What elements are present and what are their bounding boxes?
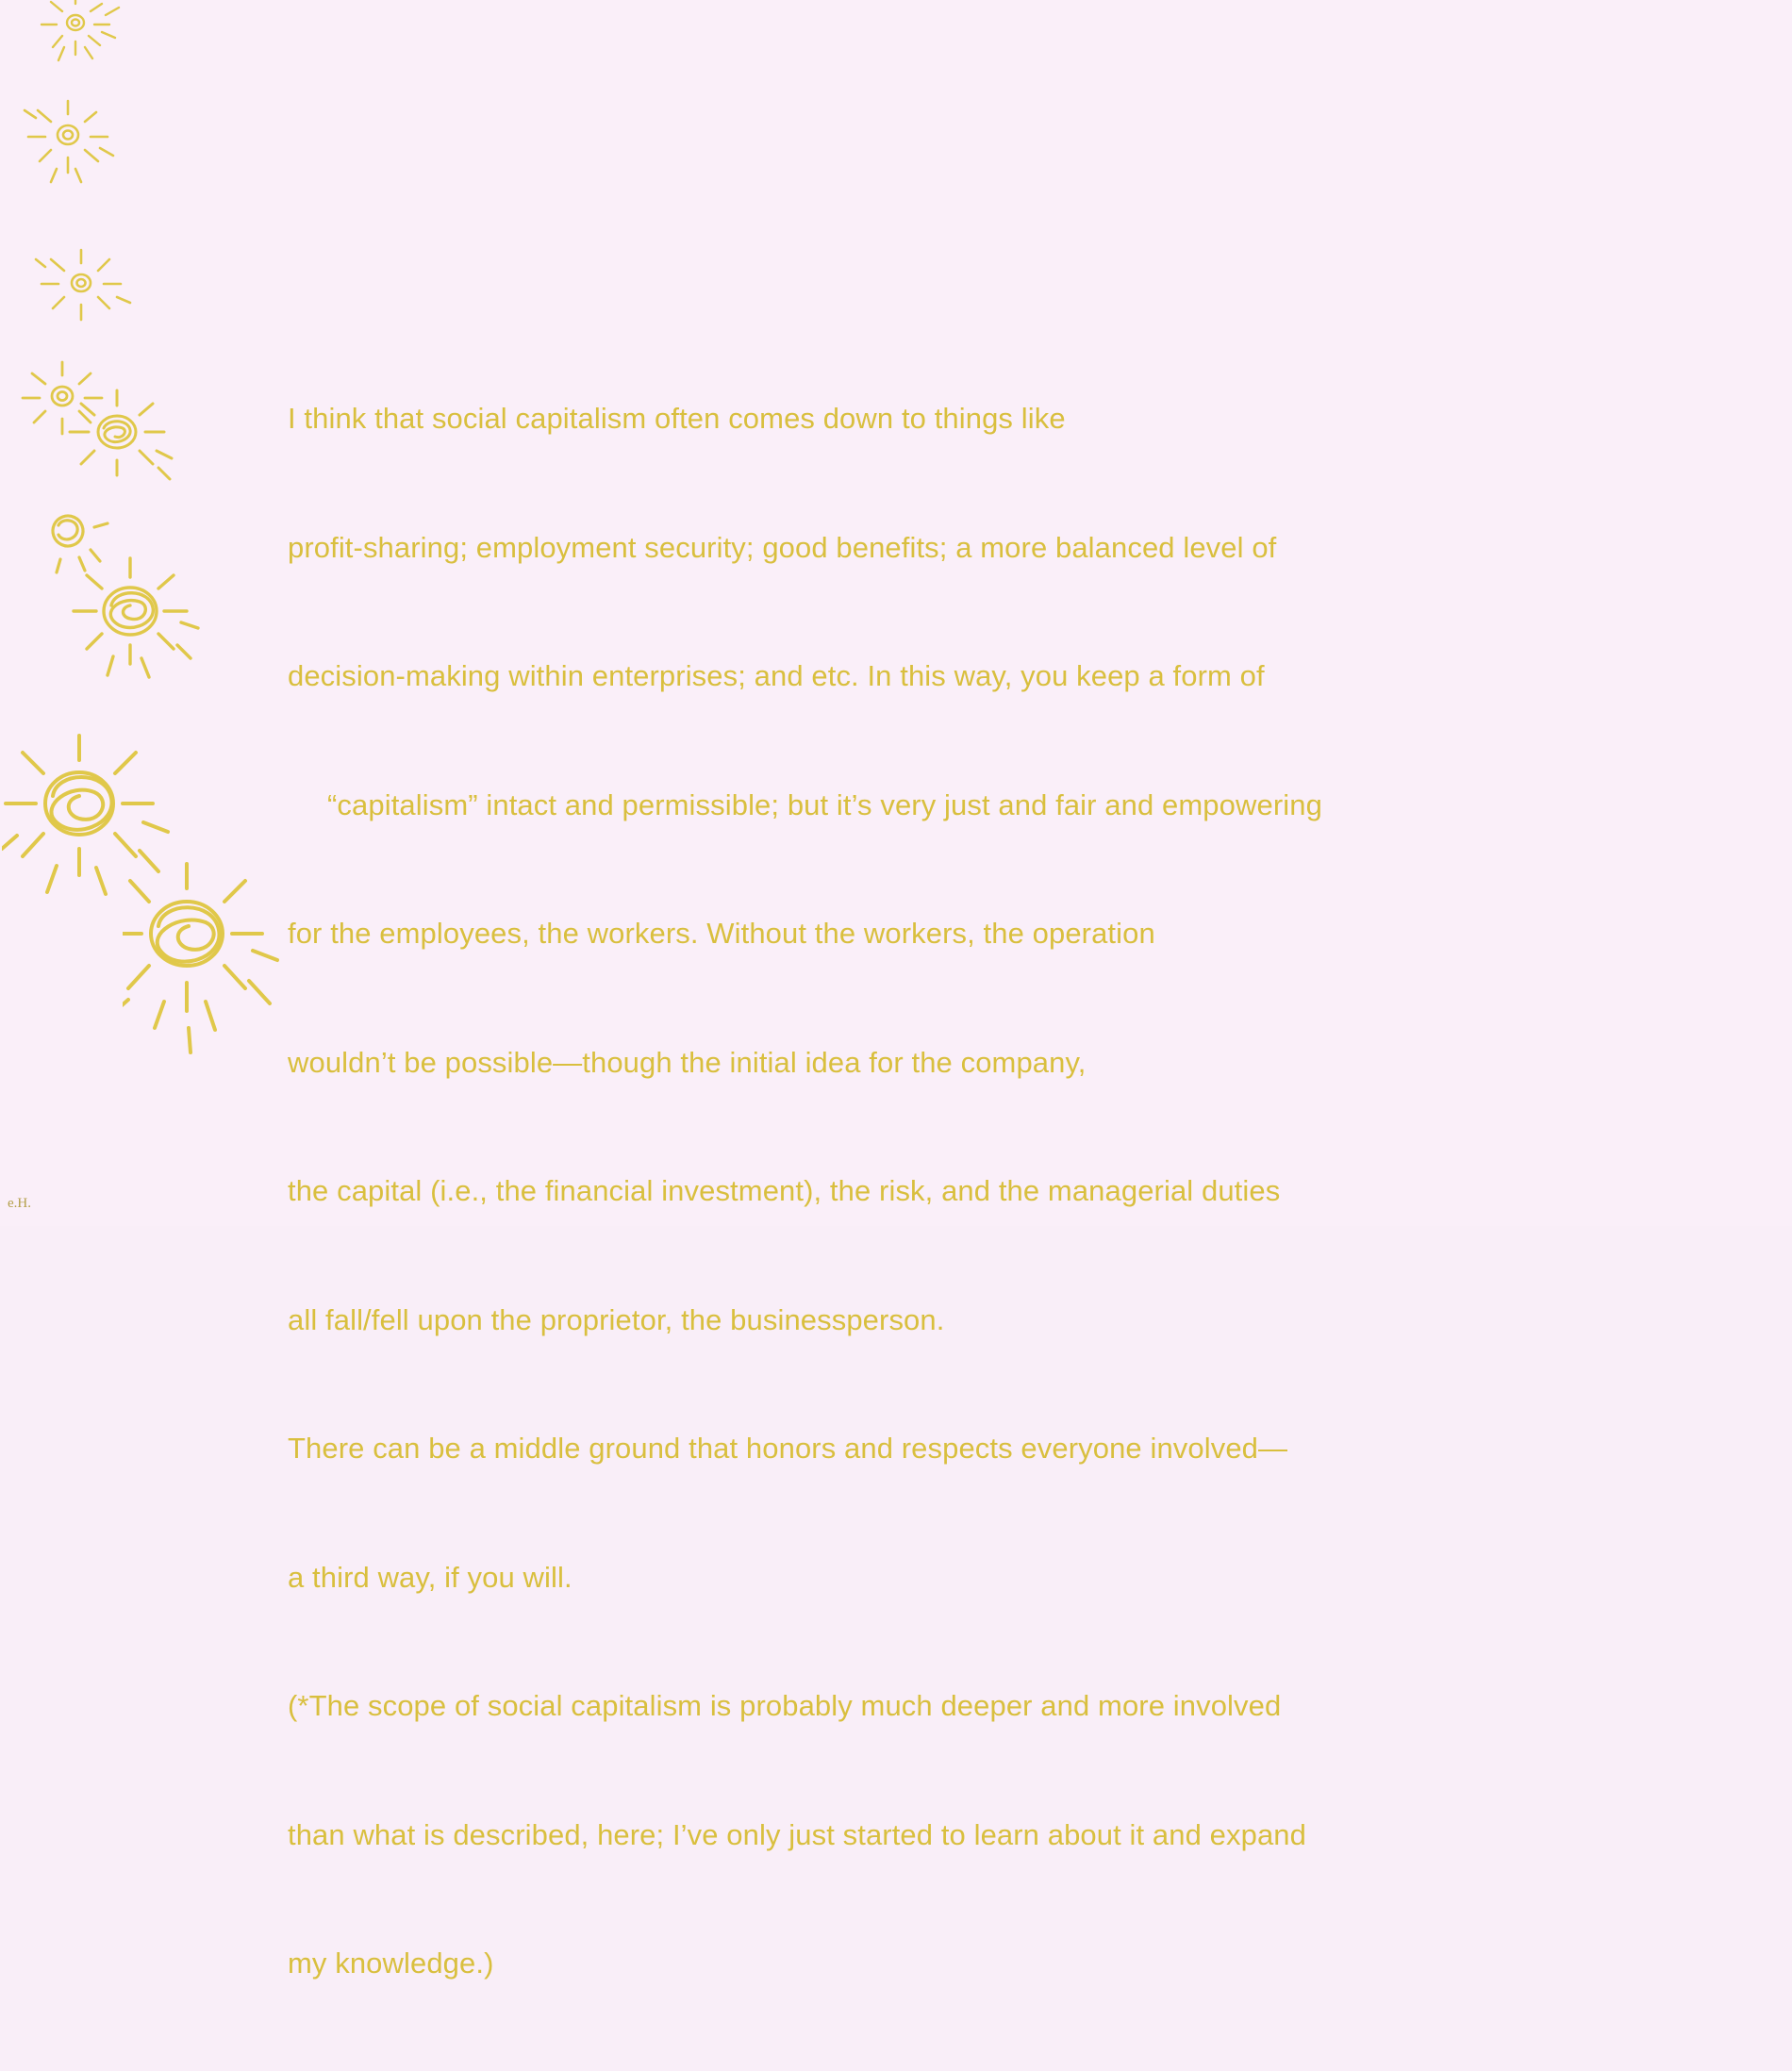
note-line: for the employees, the workers. Without the workers, the operation: [288, 917, 1155, 950]
note-line: decision-making within enterprises; and etc. In this way, you keep a form of: [288, 659, 1265, 692]
note-line: “capitalism” intact and permissible; but it’s very just and fair and empowering: [327, 787, 1322, 821]
note-line: all fall/fell upon the proprietor, the businessperson.: [288, 1302, 945, 1336]
sun-doodle-icon: [19, 0, 170, 87]
note-line: profit-sharing; employment security; good benefits; a more balanced level of: [288, 530, 1277, 564]
note-line: than what is described, here; I’ve only just started to learn about it and expand: [288, 1817, 1306, 1851]
note-line: the capital (i.e., the financial investment), the risk, and the managerial duties: [288, 1174, 1281, 1207]
sun-doodle-icon: [32, 486, 145, 599]
note-line: wouldn’t be possible—though the initial idea for the company,: [288, 1045, 1087, 1079]
note-line: I think that social capitalism often comes down to things like: [288, 402, 1066, 435]
sun-doodle-icon: [9, 90, 151, 203]
note-line: a third way, if you will.: [288, 1560, 572, 1594]
signature: e.H.: [8, 1196, 31, 1211]
sun-doodle-icon: [58, 377, 209, 528]
note-line: There can be a middle ground that honors and respects everyone involved—: [288, 1432, 1288, 1465]
note-line: (*The scope of social capitalism is probably much deeper and more involved: [288, 1689, 1282, 1722]
note-line: my knowledge.): [288, 1947, 494, 1980]
sun-doodle-icon: [2, 717, 219, 934]
note-text-block: [288, 311, 1438, 2071]
sun-doodle-icon: [26, 240, 158, 344]
sun-doodle-column: [0, 0, 311, 1226]
sun-doodle-icon: [17, 358, 158, 481]
sun-doodle-icon: [64, 547, 243, 717]
